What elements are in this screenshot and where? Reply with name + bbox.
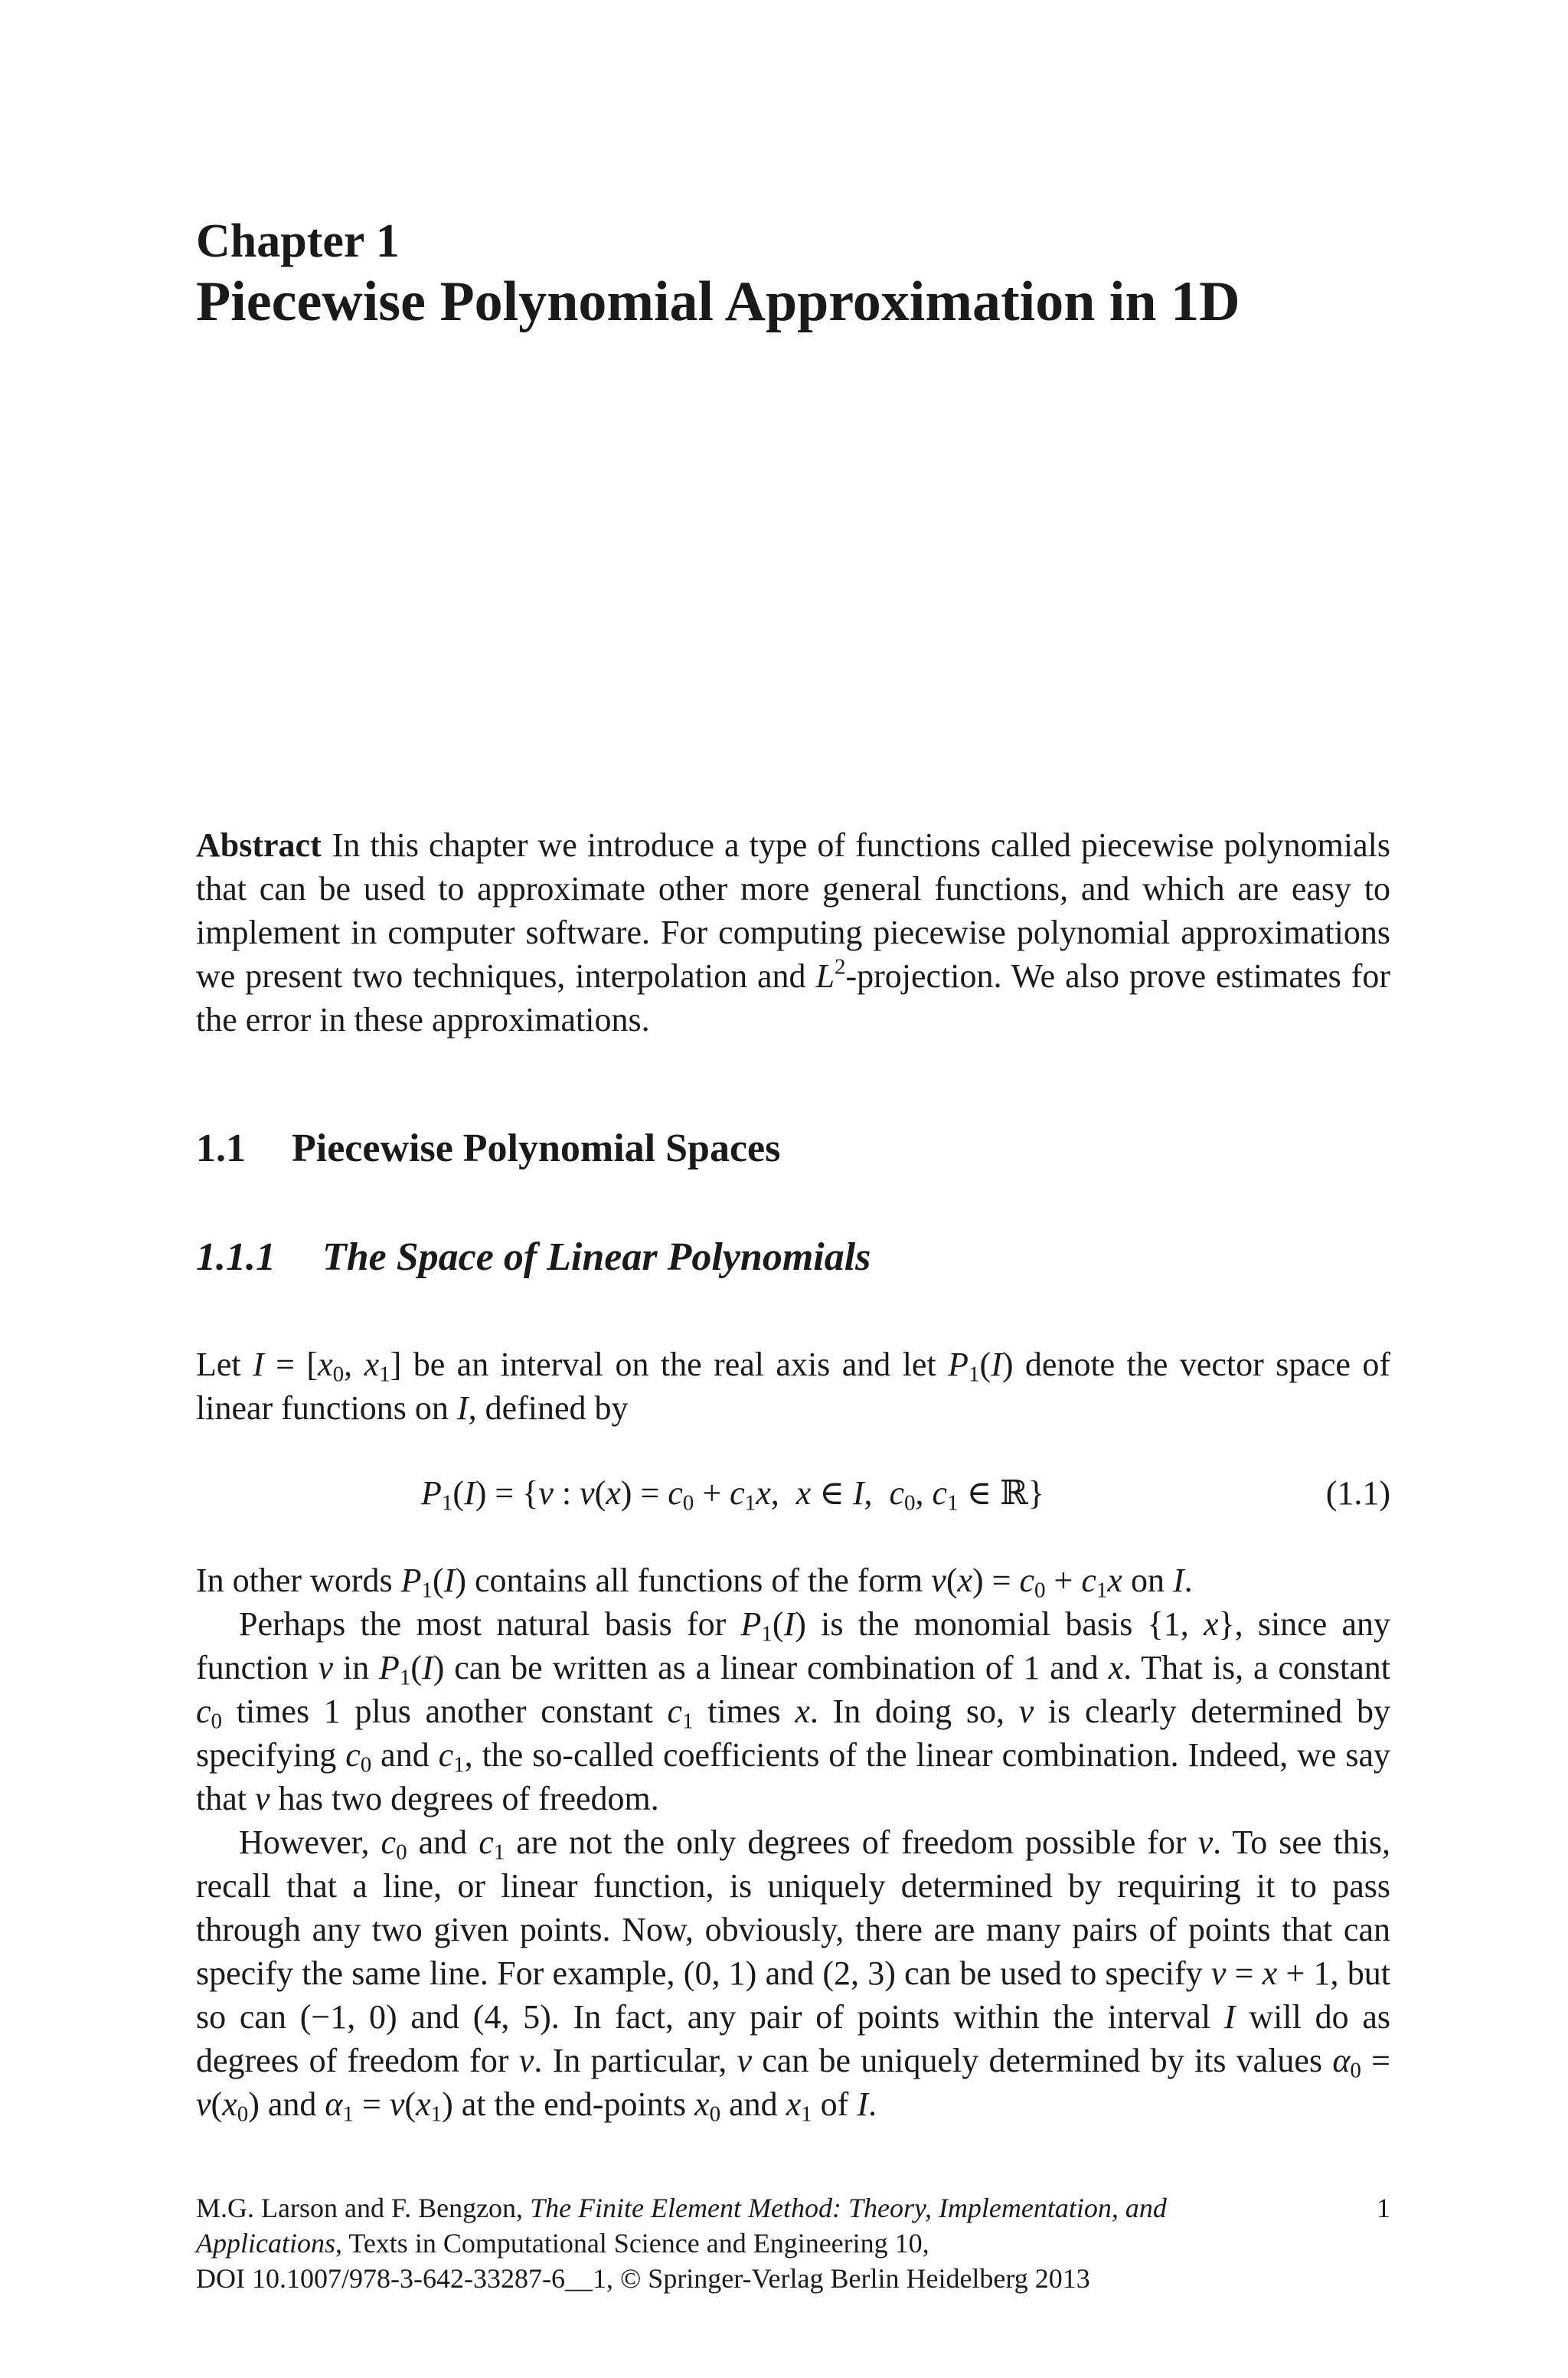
paragraph-text: in bbox=[333, 1649, 379, 1686]
citation-series: , Texts in Computational Science and Engineering 10, bbox=[335, 2228, 929, 2259]
equation-body: $P_1(I) = \{v$ : $v(x) = c_0 + c_1x$, x ∈ I, $c_0$, $c_1$ ∈ ℝ} bbox=[421, 1474, 1044, 1516]
section-title: Piecewise Polynomial Spaces bbox=[292, 1127, 781, 1170]
paragraph-text: on bbox=[1122, 1562, 1173, 1599]
math-inline: $\alpha_0 = v(x_0)$ bbox=[196, 2042, 1390, 2127]
paragraph-text: is clearly determined by specifying bbox=[196, 1693, 1390, 1774]
paragraph-text: However, bbox=[239, 1824, 381, 1861]
math-inline: v bbox=[1018, 1693, 1034, 1730]
paragraph-text: at the end-points bbox=[452, 2085, 695, 2123]
math-inline: $c_1$ bbox=[479, 1824, 505, 1865]
subsection-number: 1.1.1 bbox=[196, 1235, 276, 1279]
math-inline: {1, x} bbox=[1147, 1605, 1235, 1643]
math-inline: $c_0$ bbox=[345, 1736, 372, 1778]
abstract-text-part-1: In this chapter we introduce a type of functions called piecewise polynomials that can be used to approximate other more general functions, and which are easy to implement in computer software. For computing piecewise polynomial approximations we present two techniques, interpolation and bbox=[196, 826, 1390, 995]
math-inline: v bbox=[518, 2042, 534, 2079]
paragraph-text: Let bbox=[196, 1346, 253, 1383]
paragraph-text: Perhaps the most natural basis for bbox=[239, 1605, 741, 1643]
citation-doi: DOI 10.1007/978-3-642-33287-6__1, © Springer-Verlag Berlin Heidelberg 2013 bbox=[196, 2263, 1090, 2294]
paragraph-text: . To see this, recall that a line, or linear function, is uniquely determined by requiring it to pass through any two given points. Now, obviously, there are many pairs of points that can specify the same line. For example, (0, 1) and (2, 3) can be used to specify bbox=[196, 1824, 1391, 1992]
paragraph-text: , since any function bbox=[196, 1605, 1390, 1686]
paragraph-text: . That is, a constant bbox=[1123, 1649, 1390, 1686]
paragraph-definition bbox=[196, 1343, 1390, 1430]
paragraph-text: has two degrees of freedom. bbox=[270, 1780, 659, 1817]
paragraph-text: are not the only degrees of freedom possible for bbox=[505, 1824, 1198, 1861]
chapter-label: Chapter 1 bbox=[196, 215, 400, 267]
math-inline: x bbox=[795, 1693, 810, 1730]
paragraph-text: . bbox=[1184, 1562, 1193, 1599]
math-inline: v = x + 1 bbox=[1210, 1954, 1331, 1992]
abstract-text-part-2: -projection. We also prove estimates for the error in these approximations. bbox=[196, 957, 1391, 1039]
subsection-title: The Space of Linear Polynomials bbox=[322, 1235, 871, 1279]
math-inline: $P_1(I)$ bbox=[379, 1649, 445, 1690]
paragraph-text: In other words bbox=[196, 1562, 401, 1599]
math-inline: $c_0$ bbox=[196, 1693, 223, 1734]
math-inline: v bbox=[318, 1649, 334, 1686]
subsection-heading bbox=[196, 1235, 871, 1280]
math-inline: $x_0$ bbox=[694, 2085, 721, 2127]
paragraph-text: times bbox=[693, 1693, 795, 1730]
math-inline: I bbox=[456, 1389, 469, 1427]
section-heading bbox=[196, 1126, 780, 1171]
paragraph-text: of bbox=[812, 2085, 858, 2123]
math-inline: $x_1$ bbox=[786, 2085, 812, 2127]
math-inline: $I = [x_0$, $x_1$] bbox=[253, 1346, 402, 1387]
abstract-label: Abstract bbox=[196, 826, 322, 864]
paragraph-text: , but so can (−1, 0) and (4, 5). In fact, any pair of points within the interval bbox=[196, 1954, 1390, 2036]
math-inline: v bbox=[1197, 1824, 1214, 1861]
display-equation bbox=[196, 1474, 1390, 1519]
paragraph bbox=[196, 1820, 1390, 2126]
math-inline: v bbox=[254, 1780, 270, 1817]
paragraph-text: will do as degrees of freedom for bbox=[196, 1998, 1390, 2079]
math-inline: I bbox=[1223, 1998, 1236, 2036]
paragraph-text: and bbox=[407, 1824, 479, 1861]
paragraph-text: and bbox=[259, 2085, 325, 2123]
math-inline: I bbox=[857, 2085, 868, 2123]
paragraph-text: and bbox=[720, 2085, 786, 2123]
paragraph bbox=[196, 1602, 1390, 1820]
abstract-math-superscript: 2 bbox=[834, 954, 846, 980]
math-inline: v bbox=[737, 2042, 753, 2079]
paragraph-text: can be uniquely determined by its values bbox=[752, 2042, 1333, 2079]
math-inline: x bbox=[1108, 1649, 1124, 1686]
math-inline: $c_1$ bbox=[667, 1693, 694, 1734]
math-inline: $v(x) = c_0 + c_1x$ bbox=[931, 1562, 1122, 1603]
paragraph-text: . In particular, bbox=[534, 2042, 737, 2079]
abstract bbox=[196, 823, 1390, 1042]
citation-authors: M.G. Larson and F. Bengzon, bbox=[196, 2193, 531, 2223]
paragraph-text: contains all functions of the form bbox=[466, 1562, 932, 1599]
paragraph-text: can be written as a linear combination of 1 and bbox=[444, 1649, 1109, 1686]
section-number: 1.1 bbox=[196, 1127, 246, 1170]
page-number: 1 bbox=[1377, 2193, 1390, 2223]
chapter-title: Piecewise Polynomial Approximation in 1D bbox=[196, 270, 1240, 333]
citation bbox=[196, 2190, 1268, 2296]
paragraph-text: times 1 plus another constant bbox=[222, 1693, 668, 1730]
equation-number: (1.1) bbox=[1325, 1474, 1390, 1512]
paragraph-text: be an interval on the real axis and let bbox=[401, 1346, 949, 1383]
body-paragraphs bbox=[196, 1559, 1390, 2126]
paragraph-text: , the so-called coefficients of the linear combination. Indeed, we say that bbox=[196, 1736, 1390, 1817]
math-inline: $c_0$ bbox=[381, 1824, 407, 1865]
paragraph-text: is the monomial basis bbox=[805, 1605, 1148, 1643]
paragraph-text: , defined by bbox=[468, 1389, 629, 1427]
math-inline: $P_1(I)$ bbox=[740, 1605, 806, 1647]
math-inline: $c_1$ bbox=[438, 1736, 465, 1778]
page-footer bbox=[196, 2190, 1390, 2296]
math-inline: $P_1(I)$ bbox=[948, 1346, 1014, 1387]
citation-book-title: The Finite Element Method: Theory, Implementation, and Applications bbox=[196, 2193, 1167, 2259]
paragraph bbox=[196, 1559, 1390, 1602]
paragraph-text: and bbox=[371, 1736, 439, 1774]
math-inline: $\alpha_1 = v(x_1)$ bbox=[325, 2085, 453, 2127]
paragraph-text: . bbox=[867, 2085, 877, 2123]
paragraph-text: . In doing so, bbox=[809, 1693, 1019, 1730]
abstract-math-symbol: L bbox=[815, 957, 835, 995]
math-inline: I bbox=[1172, 1562, 1184, 1599]
math-inline: $P_1(I)$ bbox=[400, 1562, 466, 1603]
paragraph-text: denote the vector space of linear functions on bbox=[196, 1346, 1391, 1427]
